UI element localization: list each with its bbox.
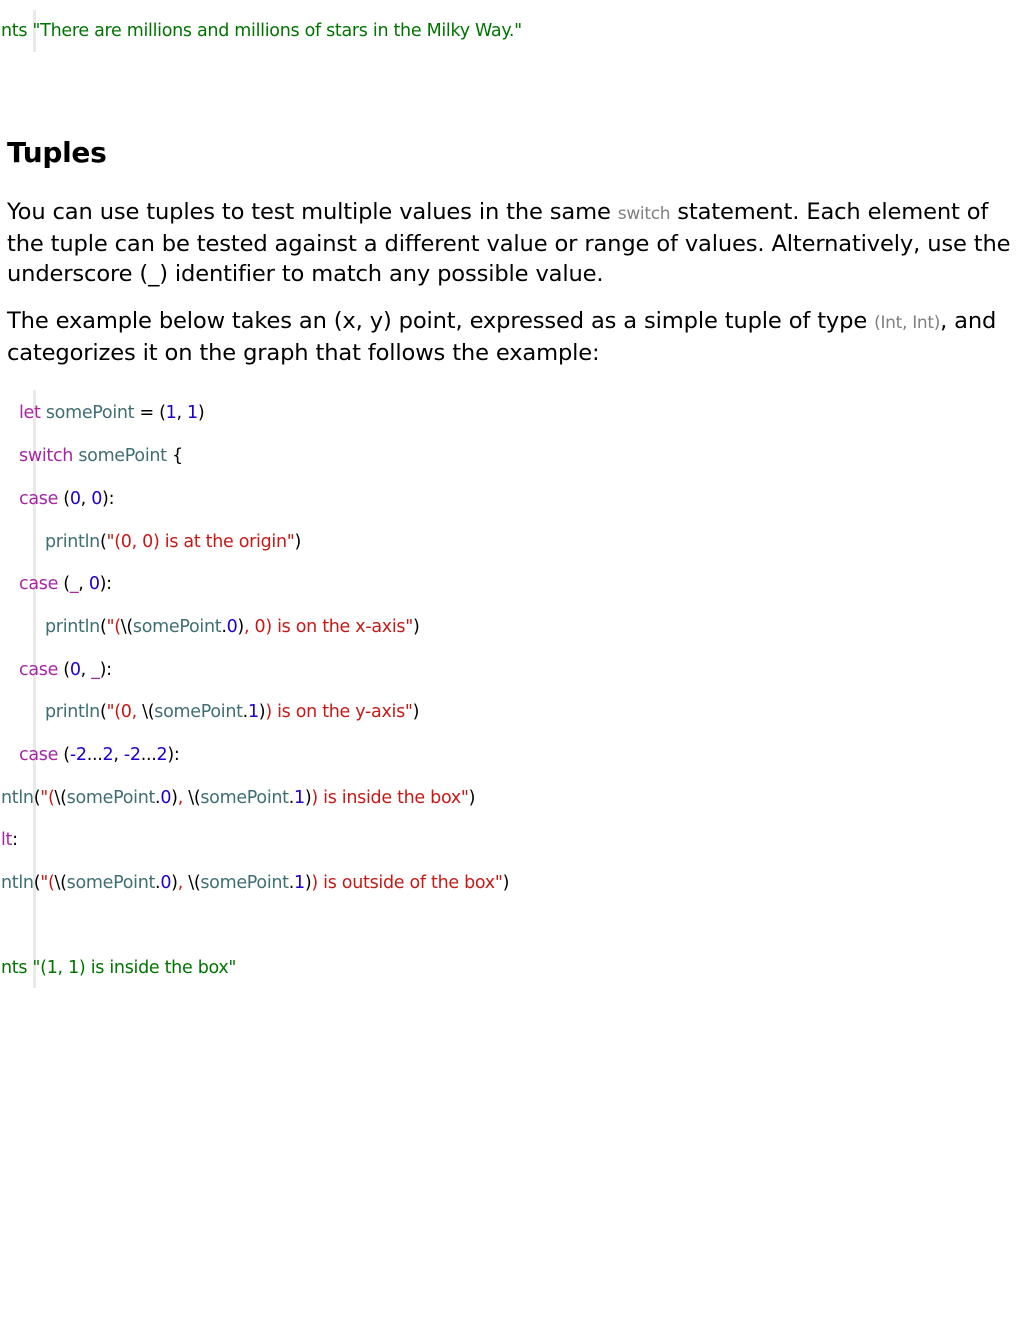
code-keyword: lt (1, 830, 13, 850)
code-string: "(0, (106, 702, 143, 722)
code-punct: , (80, 660, 92, 680)
code-number: 0 (226, 617, 238, 637)
code-identifier: somePoint (73, 446, 167, 466)
code-interpolation: \( (188, 873, 201, 893)
code-punct: ( (58, 489, 70, 509)
code-interpolation: \( (142, 702, 155, 722)
code-number: 1 (294, 873, 305, 893)
code-punct: ) (258, 702, 266, 722)
code-line-10 (1, 787, 475, 809)
code-punct: . (288, 788, 294, 808)
code-punct: ) (171, 788, 178, 808)
code-identifier: somePoint (154, 702, 243, 722)
code-string: ) is on the y-axis" (265, 702, 413, 722)
code-comment-top: nts "There are millions and millions of stars in the Milky Way." (1, 21, 522, 41)
code-function: println (45, 617, 100, 637)
code-punct: , (113, 745, 124, 765)
code-punct: = ( (134, 403, 166, 423)
code-line-6 (45, 616, 420, 638)
code-punct: ) (304, 873, 312, 893)
code-number: 1 (294, 788, 305, 808)
code-function: println (45, 702, 100, 722)
code-punct: ) (237, 617, 244, 637)
code-identifier: somePoint (200, 788, 289, 808)
code-line-11 (1, 829, 18, 851)
code-punct: ) (412, 617, 420, 637)
code-comment-bottom: nts "(1, 1) is inside the box" (1, 958, 237, 978)
code-interpolation: \( (54, 788, 67, 808)
code-line-5 (19, 573, 112, 595)
code-line-8 (45, 701, 419, 723)
code-line-12 (1, 872, 509, 894)
code-punct: ( (58, 660, 70, 680)
code-punct: ( (58, 574, 70, 594)
code-punct: . (288, 873, 294, 893)
paragraph-intro (7, 197, 1022, 289)
code-punct: ) (412, 702, 420, 722)
code-punct: . (242, 702, 248, 722)
code-punct: ) (171, 873, 178, 893)
code-line-4 (45, 531, 301, 553)
code-keyword: case (19, 489, 59, 509)
code-number: 2 (156, 745, 168, 765)
paragraph-intro-text-1: You can use tuples to test multiple values in the same (7, 199, 618, 225)
code-range-operator: ... (86, 745, 103, 765)
code-punct: . (155, 873, 161, 893)
code-punct: , (78, 574, 89, 594)
code-line-1 (19, 402, 204, 424)
code-range-operator: ... (140, 745, 157, 765)
code-number: 0 (88, 574, 100, 594)
paragraph-intro-text-2: statement. Each element of the tuple can be tested against a different value or range of values. Alternatively, use the underscore (_) identifier to match any possible value. (7, 199, 1011, 287)
code-number: 0 (160, 873, 172, 893)
code-punct: . (155, 788, 161, 808)
code-string: , (177, 788, 189, 808)
code-interpolation: \( (120, 617, 133, 637)
code-line-9 (19, 744, 179, 766)
code-number: -2 (69, 745, 87, 765)
code-punct: ( (33, 873, 41, 893)
code-string: "( (106, 617, 121, 637)
code-punct: , (176, 403, 188, 423)
code-number: 1 (247, 702, 259, 722)
code-punct: ) (294, 532, 302, 552)
code-string: "( (40, 873, 55, 893)
code-string: , 0) is on the x-axis" (243, 617, 413, 637)
code-punct: ) (468, 788, 476, 808)
code-number: 0 (69, 660, 81, 680)
code-keyword: case (19, 660, 59, 680)
code-keyword: case (19, 574, 59, 594)
code-keyword: switch (19, 446, 74, 466)
code-interpolation: \( (54, 873, 67, 893)
code-number: 1 (165, 403, 177, 423)
code-punct: : (12, 830, 18, 850)
code-keyword: let (19, 403, 41, 423)
code-number: 0 (91, 489, 103, 509)
code-function: ntln (1, 873, 34, 893)
code-punct: ) (304, 788, 312, 808)
code-identifier: somePoint (200, 873, 289, 893)
code-punct: ( (33, 788, 41, 808)
code-function: ntln (1, 788, 34, 808)
code-wildcard: _ (91, 660, 100, 680)
code-interpolation: \( (188, 788, 201, 808)
code-number: 2 (102, 745, 114, 765)
code-wildcard: _ (69, 574, 79, 594)
code-line-3 (19, 488, 114, 510)
code-function: println (45, 532, 100, 552)
code-number: 0 (160, 788, 172, 808)
code-punct: ( (99, 702, 107, 722)
code-string: ) is inside the box" (311, 788, 469, 808)
code-keyword: case (19, 745, 59, 765)
code-number: 1 (187, 403, 198, 423)
code-punct: { (166, 446, 183, 466)
code-punct: , (80, 489, 92, 509)
code-punct: ) (502, 873, 510, 893)
code-identifier: somePoint (66, 788, 156, 808)
code-string: , (177, 873, 189, 893)
code-punct: ( (58, 745, 70, 765)
code-punct: ( (99, 532, 107, 552)
code-punct: ): (99, 660, 112, 680)
code-punct: ): (102, 489, 115, 509)
code-punct: . (221, 617, 227, 637)
code-punct: ) (197, 403, 205, 423)
code-string: ) is outside of the box" (311, 873, 503, 893)
code-line-7 (19, 659, 112, 681)
code-punct: ): (167, 745, 180, 765)
code-identifier: somePoint (132, 617, 222, 637)
code-identifier: somePoint (40, 403, 135, 423)
code-line-2 (19, 445, 183, 467)
code-string: "(0, 0) is at the origin" (106, 532, 295, 552)
code-number: -2 (123, 745, 141, 765)
code-identifier: somePoint (66, 873, 156, 893)
inline-code-switch: switch (617, 204, 671, 224)
code-number: 0 (69, 489, 81, 509)
paragraph-example (7, 306, 1022, 368)
inline-code-type: (Int, Int) (874, 313, 941, 333)
paragraph-example-text-2: , and categorizes it on the graph that follows the example: (7, 308, 997, 366)
code-gutter-main (33, 390, 36, 988)
section-heading: Tuples (7, 136, 107, 169)
code-string: "( (40, 788, 55, 808)
paragraph-example-text-1: The example below takes an (x, y) point, expressed as a simple tuple of type (7, 308, 875, 334)
code-punct: ( (99, 617, 107, 637)
code-punct: ): (99, 574, 112, 594)
